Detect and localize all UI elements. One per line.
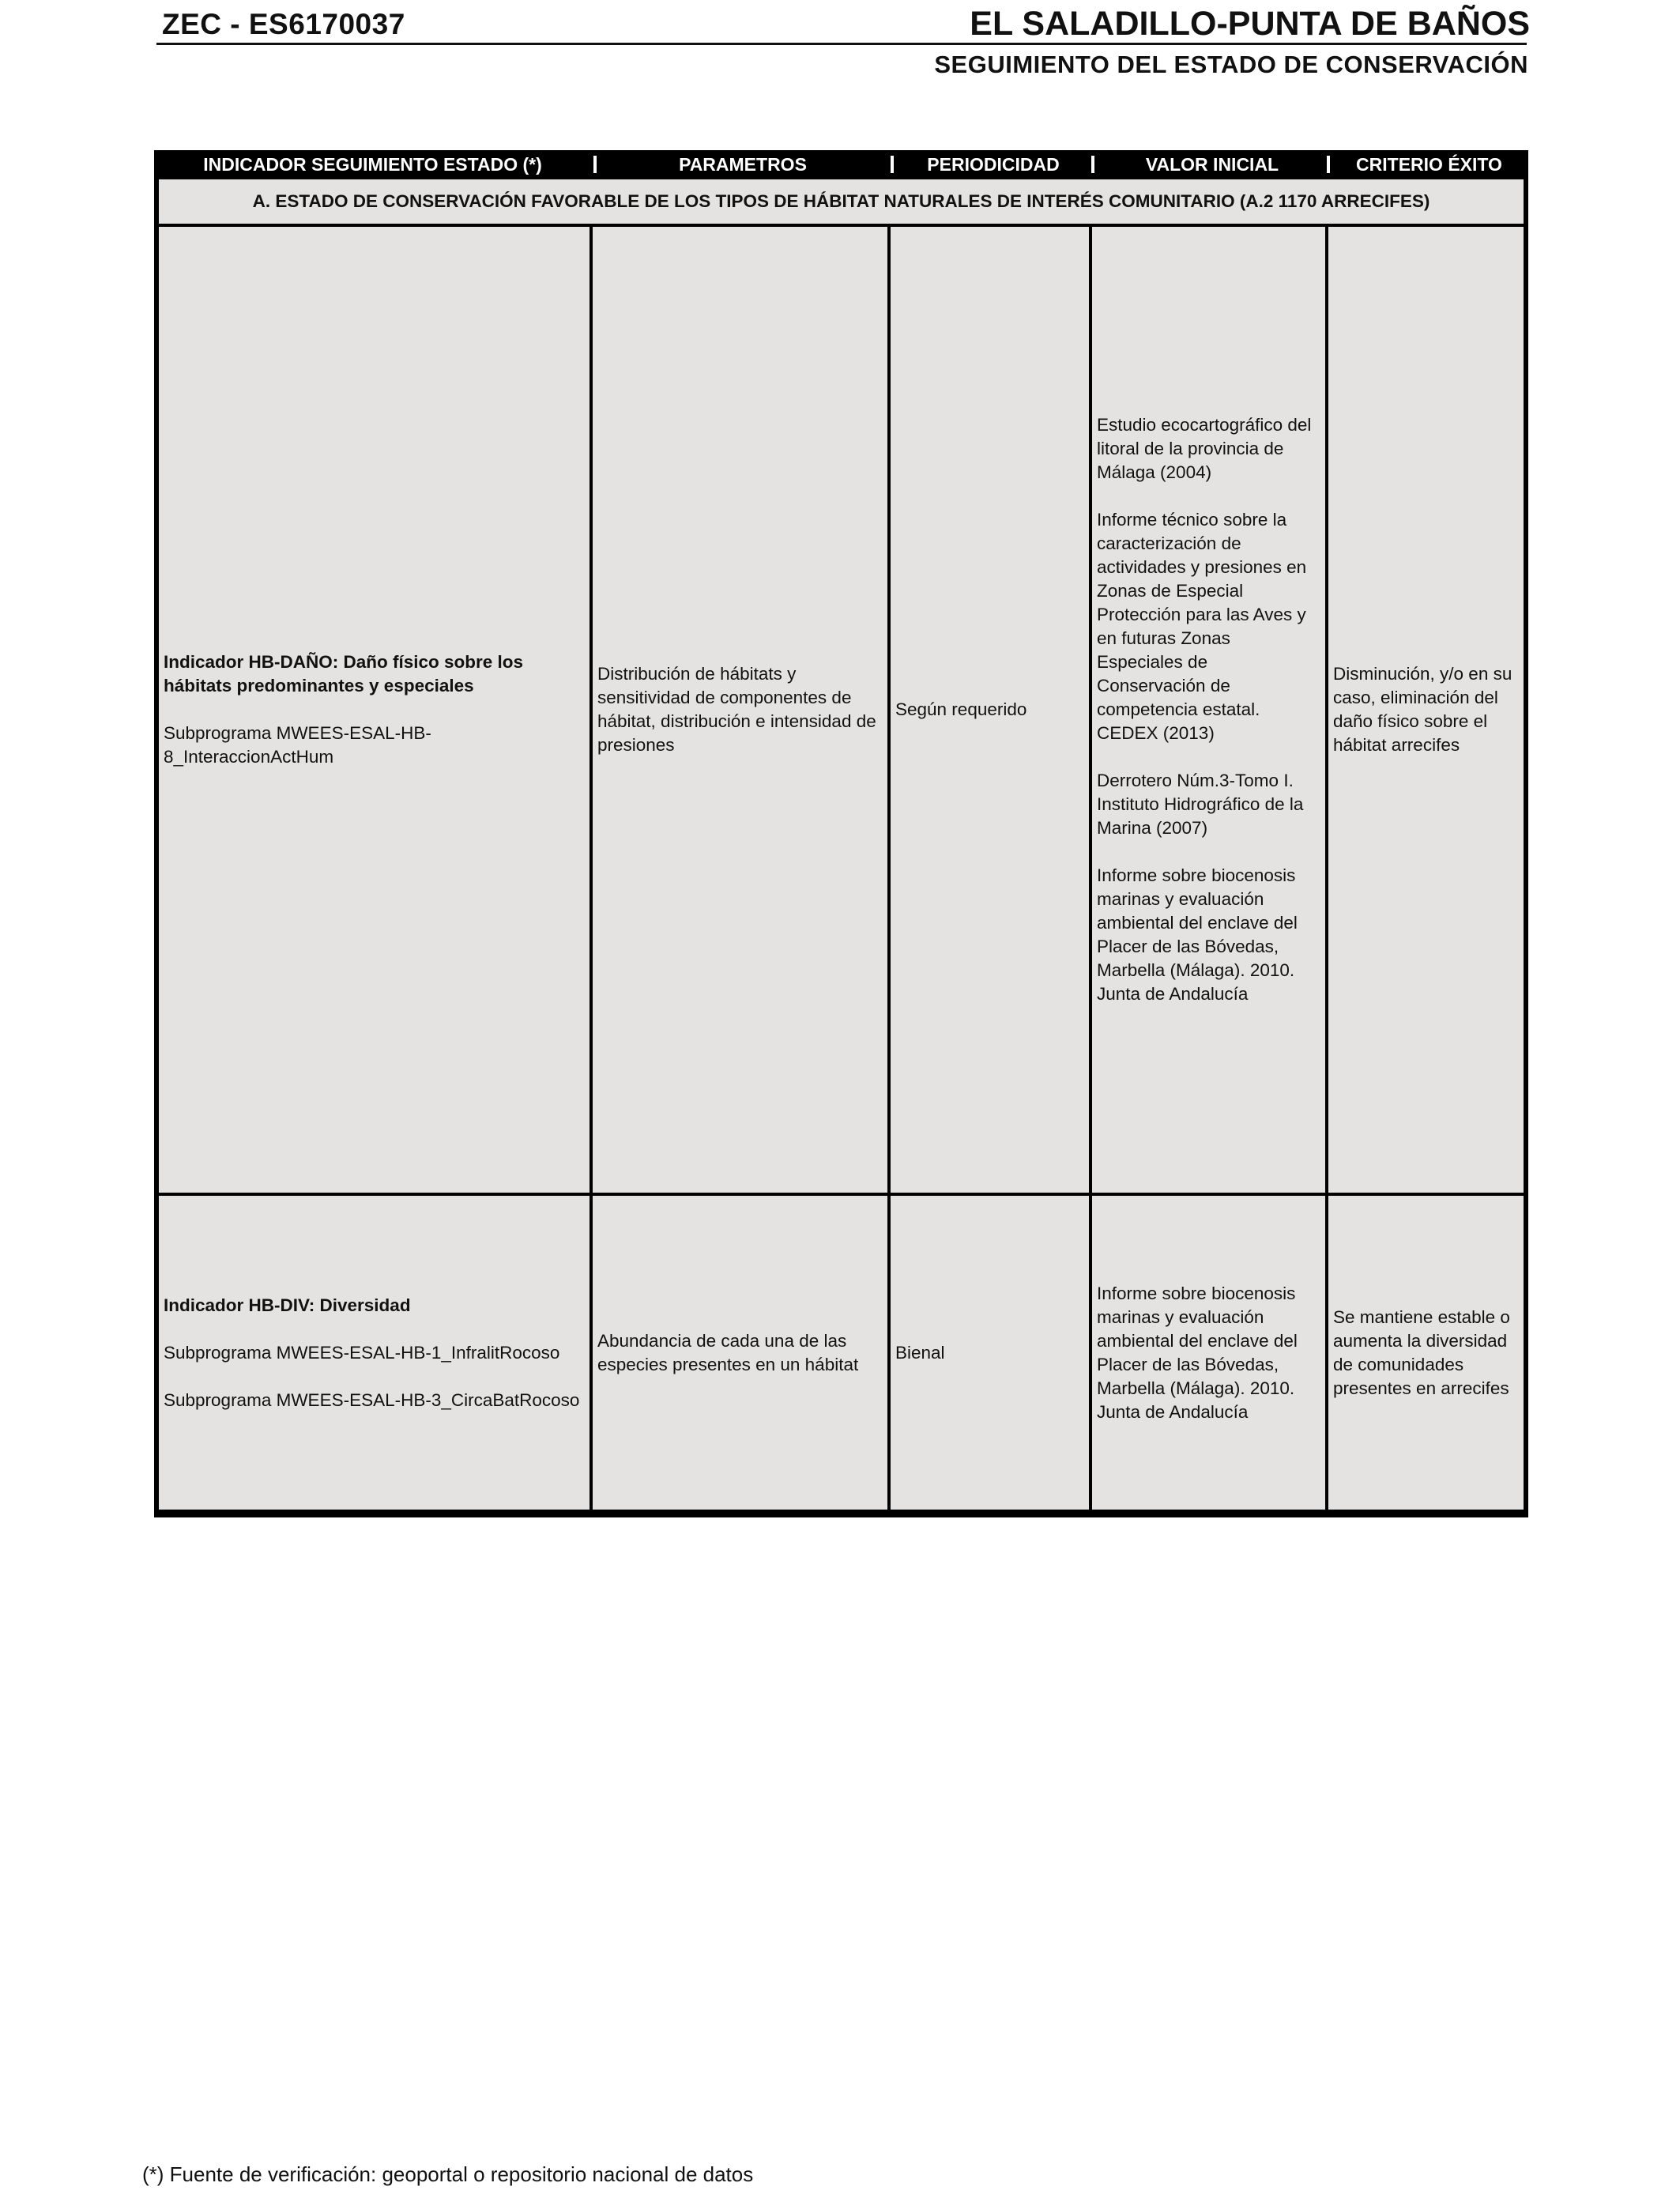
column-header-indicador: INDICADOR SEGUIMIENTO ESTADO (*) bbox=[203, 154, 542, 175]
table-row-2-indicador bbox=[159, 1196, 590, 1510]
header-subtitle: SEGUIMIENTO DEL ESTADO DE CONSERVACIÓN bbox=[934, 51, 1528, 78]
table-row-1-criterio-exito bbox=[1328, 227, 1524, 1193]
valor-inicial-ref: Informe sobre biocenosis marinas y evaluación ambiental del enclave del Placer de las Bóvedas, Marbella (Málaga). 2010. Junta de Andalucía bbox=[1097, 865, 1298, 1004]
table-row-1-parametros bbox=[593, 227, 887, 1193]
parametros-text: Abundancia de cada una de las especies presentes en un hábitat bbox=[597, 1330, 859, 1374]
monitoring-table bbox=[154, 150, 1528, 1517]
table-row-2-periodicidad bbox=[891, 1196, 1089, 1510]
section-title: A. ESTADO DE CONSERVACIÓN FAVORABLE DE LOS TIPOS DE HÁBITAT NATURALES DE INTERÉS COMUNITARIO (A.2 1170 ARRECIFES) bbox=[159, 179, 1524, 224]
column-header-criterio-exito: CRITERIO ÉXITO bbox=[1356, 154, 1502, 175]
table-row-2-criterio-exito bbox=[1328, 1196, 1524, 1510]
criterio-exito-text: Se mantiene estable o aumenta la diversidad de comunidades presentes en arrecifes bbox=[1333, 1306, 1510, 1398]
column-header-periodicidad: PERIODICIDAD bbox=[927, 154, 1060, 175]
table-row-1-indicador bbox=[159, 227, 590, 1193]
header-site-name: EL SALADILLO-PUNTA DE BAÑOS bbox=[970, 5, 1530, 43]
subprogram: Subprograma MWEES-ESAL-HB-1_InfralitRocoso bbox=[164, 1342, 560, 1363]
valor-inicial-ref: Informe técnico sobre la caracterización de actividades y presiones en Zonas de Especial Protección para las Aves y en futuras Zonas Especiales de Conservación de competencia estatal. CEDEX (2013) bbox=[1097, 510, 1307, 743]
table-row-2-valor-inicial bbox=[1092, 1196, 1325, 1510]
subprogram: Subprograma MWEES-ESAL-HB-3_CircaBatRocoso bbox=[164, 1389, 580, 1410]
column-header-valor-inicial: VALOR INICIAL bbox=[1145, 154, 1279, 175]
column-header-parametros: PARAMETROS bbox=[679, 154, 807, 175]
indicator-title: Indicador HB-DAÑO: Daño físico sobre los hábitats predominantes y especiales bbox=[164, 652, 524, 696]
valor-inicial-ref: Informe sobre biocenosis marinas y evaluación ambiental del enclave del Placer de las Bóvedas, Marbella (Málaga). 2010. Junta de Andalucía bbox=[1097, 1283, 1298, 1422]
parametros-text: Distribución de hábitats y sensitividad de componentes de hábitat, distribución e intensidad de presiones bbox=[597, 664, 876, 755]
periodicidad-text: Bienal bbox=[895, 1342, 945, 1363]
table-row-1-periodicidad bbox=[891, 227, 1089, 1193]
footnote: (*) Fuente de verificación: geoportal o repositorio nacional de datos bbox=[142, 2162, 754, 2186]
table-row-2-parametros bbox=[593, 1196, 887, 1510]
valor-inicial-ref: Estudio ecocartográfico del litoral de la provincia de Málaga (2004) bbox=[1097, 415, 1312, 482]
table-row-1-valor-inicial bbox=[1092, 227, 1325, 1193]
indicator-title: Indicador HB-DIV: Diversidad bbox=[164, 1295, 411, 1315]
valor-inicial-ref: Derrotero Núm.3-Tomo I. Instituto Hidrográfico de la Marina (2007) bbox=[1097, 771, 1304, 838]
criterio-exito-text: Disminución, y/o en su caso, eliminación del daño físico sobre el hábitat arrecifes bbox=[1333, 664, 1512, 755]
periodicidad-text: Según requerido bbox=[895, 699, 1027, 719]
header-zec-code: ZEC - ES6170037 bbox=[162, 8, 405, 40]
subprogram: Subprograma MWEES-ESAL-HB-8_InteraccionActHum bbox=[164, 723, 431, 767]
header-rule bbox=[156, 43, 1527, 45]
